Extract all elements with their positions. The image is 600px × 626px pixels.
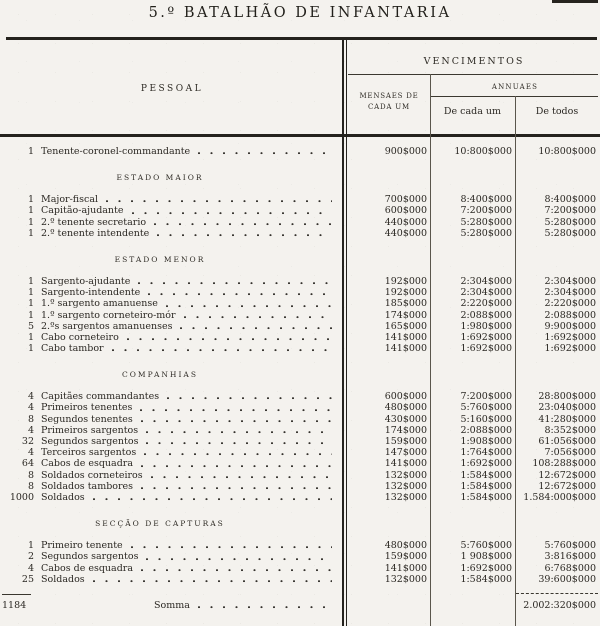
row-annual-all: 2:220$000	[544, 298, 596, 310]
row-monthly: 174$000	[384, 309, 427, 321]
row-count: 5	[27, 320, 34, 332]
row-monthly: 430$000	[384, 413, 427, 425]
row-monthly: 600$000	[384, 391, 427, 403]
section-header-label: COMPANHIAS	[122, 370, 198, 380]
row-left	[0, 563, 338, 574]
row-label: Soldados corneteiros	[41, 469, 143, 481]
row-label: 1.º sargento corneteiro-mór	[41, 309, 176, 321]
row-label: Cabos de esquadra	[41, 562, 133, 574]
row-annual-all: 1.584:000$000	[523, 491, 596, 503]
table-row	[0, 563, 600, 574]
row-label: Terceiros sargentos	[41, 447, 137, 459]
row-annual-all: 5:760$000	[544, 540, 596, 552]
row-monthly: 480$000	[384, 540, 427, 552]
row-annual-all: 39:600$000	[538, 573, 596, 585]
row-monthly: 132$000	[384, 480, 427, 492]
dot-leader	[141, 420, 332, 423]
page-title: 5.º BATALHÃO DE INFANTARIA	[148, 5, 452, 21]
row-annual-all: 12:672$000	[538, 469, 596, 481]
row-monthly: 192$000	[384, 275, 427, 287]
section-header	[0, 173, 320, 182]
row-monthly: 132$000	[384, 469, 427, 481]
annuaes-underline	[430, 96, 598, 97]
table-row	[0, 425, 600, 436]
row-count: 8	[27, 413, 34, 425]
dot-leader	[131, 546, 332, 549]
table-row	[0, 436, 600, 447]
dot-leader	[167, 397, 332, 400]
row-annual-each: 8:400$000	[460, 194, 512, 206]
row-annual-all: 2:304$000	[544, 287, 596, 299]
vencimentos-underline	[348, 74, 598, 75]
table-row	[0, 414, 600, 425]
row-count: 1	[27, 227, 34, 239]
scan-artifact-mark	[552, 0, 598, 3]
row-label: Segundos sargentos	[41, 436, 139, 447]
row-left	[0, 458, 338, 469]
row-count: 1	[27, 205, 34, 217]
row-annual-each: 7:200$000	[460, 391, 512, 403]
row-label: Soldados tambores	[41, 480, 134, 492]
row-monthly: 700$000	[384, 194, 427, 206]
row-count: 64	[21, 458, 34, 470]
row-label: Soldados	[41, 491, 85, 503]
row-annual-all: 12:672$000	[538, 480, 596, 492]
table-row	[0, 321, 600, 332]
section-header-label: ESTADO MENOR	[114, 254, 206, 264]
dot-leader	[146, 431, 332, 434]
column-header-de-cada-um: De cada um	[443, 106, 502, 117]
column-header-mensaes: MENSAES DE CADA UM	[359, 92, 419, 111]
row-annual-all: 41:280$000	[538, 413, 596, 425]
dot-leader	[106, 200, 332, 203]
row-label: Segundos sargentos	[41, 551, 139, 563]
table-body	[0, 138, 600, 616]
dot-leader	[184, 316, 332, 319]
row-annual-all: 8:400$000	[544, 194, 596, 206]
total-annual-all: 2.002:320$000	[523, 599, 596, 611]
row-annual-all: 61:056$000	[538, 436, 596, 447]
table-row	[0, 343, 600, 354]
total-label: Somma	[154, 599, 190, 611]
row-left	[0, 343, 338, 354]
table-row	[0, 287, 600, 298]
row-count: 8	[27, 480, 34, 492]
row-left	[0, 481, 338, 492]
column-header-pessoal: PESSOAL	[140, 84, 204, 94]
sum-rule-right	[516, 593, 598, 594]
row-left	[0, 436, 338, 447]
row-left	[0, 492, 338, 503]
dot-leader	[112, 349, 332, 352]
table-row	[0, 574, 600, 585]
table-row	[0, 332, 600, 343]
section-header-label: ESTADO MAIOR	[116, 173, 204, 183]
dot-leader	[198, 606, 332, 609]
section-header	[0, 519, 320, 528]
table-row	[0, 146, 600, 157]
row-annual-each: 7:200$000	[460, 205, 512, 217]
row-count: 4	[27, 424, 34, 436]
row-monthly: 192$000	[384, 287, 427, 299]
dot-leader	[138, 282, 332, 285]
row-label: Primeiros sargentos	[41, 424, 139, 436]
section-header	[0, 370, 320, 379]
row-annual-each: 5:160$000	[460, 413, 512, 425]
row-annual-each: 1:980$000	[460, 320, 512, 332]
row-annual-each: 1:584$000	[460, 491, 512, 503]
row-label: Primeiro tenente	[41, 540, 123, 552]
row-annual-each: 2:304$000	[460, 275, 512, 287]
dot-leader	[132, 212, 333, 215]
row-annual-all: 6:768$000	[544, 562, 596, 574]
row-left	[0, 447, 338, 458]
row-count: 1	[27, 540, 34, 552]
row-monthly: 141$000	[384, 343, 427, 355]
row-left	[0, 332, 338, 343]
dot-leader	[141, 465, 332, 468]
row-left	[0, 551, 338, 562]
row-monthly: 141$000	[384, 458, 427, 470]
table-row	[0, 276, 600, 287]
row-annual-each: 5:760$000	[460, 402, 512, 414]
dot-leader	[151, 476, 332, 479]
row-annual-each: 2:088$000	[460, 424, 512, 436]
row-annual-each: 1 908$000	[460, 551, 512, 563]
row-monthly: 147$000	[384, 447, 427, 459]
dot-leader	[157, 234, 332, 237]
dot-leader	[146, 558, 332, 561]
row-monthly: 174$000	[384, 424, 427, 436]
table-row	[0, 458, 600, 469]
table-rows	[0, 138, 600, 585]
row-monthly: 600$000	[384, 205, 427, 217]
row-left	[0, 391, 338, 402]
row-left	[0, 425, 338, 436]
table-row	[0, 481, 600, 492]
row-left	[0, 574, 338, 585]
dot-leader	[127, 338, 332, 341]
row-annual-each: 2:304$000	[460, 287, 512, 299]
table-row	[0, 402, 600, 413]
row-left	[0, 287, 338, 298]
table-row	[0, 194, 600, 205]
row-left	[0, 217, 338, 228]
row-left	[0, 146, 338, 157]
dot-leader	[141, 487, 332, 490]
table-row	[0, 298, 600, 309]
table-row	[0, 205, 600, 216]
row-left	[0, 470, 338, 481]
table-row	[0, 391, 600, 402]
row-annual-all: 3:816$000	[544, 551, 596, 563]
row-annual-all: 2:088$000	[544, 309, 596, 321]
table-row	[0, 217, 600, 228]
row-label: Segundos tenentes	[41, 413, 133, 425]
row-left	[0, 298, 338, 309]
row-annual-all: 9:900$000	[544, 320, 596, 332]
row-count: 8	[27, 469, 34, 481]
row-label: Sargento-ajudante	[41, 275, 131, 287]
header-bottom-rule	[0, 134, 600, 137]
row-left	[0, 321, 338, 332]
row-annual-each: 2:220$000	[460, 298, 512, 310]
total-count: 1184	[2, 599, 27, 611]
row-left	[0, 205, 338, 216]
row-monthly: 165$000	[384, 320, 427, 332]
total-row	[0, 593, 600, 616]
row-annual-each: 1:692$000	[460, 331, 512, 343]
row-annual-each: 1:584$000	[460, 469, 512, 481]
dot-leader	[146, 442, 332, 445]
row-annual-all: 1:692$000	[544, 331, 596, 343]
row-label: Soldados	[41, 573, 85, 585]
row-left	[0, 414, 338, 425]
row-label: Primeiros tenentes	[41, 402, 133, 414]
row-annual-each: 1:908$000	[460, 436, 512, 447]
row-count: 1000	[9, 491, 34, 503]
row-monthly: 159$000	[384, 551, 427, 563]
row-label: Capitão-ajudante	[41, 205, 124, 217]
row-annual-each: 5:280$000	[460, 227, 512, 239]
row-label: 2.º tenente intendente	[41, 227, 150, 239]
row-monthly: 159$000	[384, 436, 427, 447]
row-count: 1	[27, 309, 34, 321]
row-monthly: 440$000	[384, 227, 427, 239]
row-annual-each: 1:584$000	[460, 480, 512, 492]
row-count: 1	[27, 343, 34, 355]
table-row	[0, 540, 600, 551]
row-count: 1	[27, 216, 34, 228]
row-count: 32	[21, 436, 34, 447]
row-annual-all: 7:056$000	[544, 447, 596, 459]
row-count: 4	[27, 562, 34, 574]
row-count: 25	[21, 573, 34, 585]
table-row	[0, 551, 600, 562]
column-header-vencimentos: VENCIMENTOS	[423, 56, 525, 67]
row-annual-each: 1:692$000	[460, 343, 512, 355]
row-left	[0, 540, 338, 551]
row-count: 4	[27, 447, 34, 459]
row-annual-each: 1:692$000	[460, 458, 512, 470]
row-annual-each: 1:692$000	[460, 562, 512, 574]
table-row	[0, 310, 600, 321]
dot-leader	[141, 569, 332, 572]
row-annual-each: 1:764$000	[460, 447, 512, 459]
dot-leader	[166, 305, 332, 308]
row-annual-each: 5:280$000	[460, 216, 512, 228]
row-annual-each: 2:088$000	[460, 309, 512, 321]
row-annual-all: 8:352$000	[544, 424, 596, 436]
row-count: 2	[27, 551, 34, 563]
table-row	[0, 492, 600, 503]
row-count: 1	[27, 194, 34, 206]
row-label: Tenente-coronel-commandante	[41, 146, 191, 157]
row-annual-each: 5:760$000	[460, 540, 512, 552]
row-count: 1	[27, 287, 34, 299]
table-row	[0, 447, 600, 458]
row-label: Cabo tambor	[41, 343, 104, 355]
row-label: Capitães commandantes	[41, 391, 160, 403]
row-count: 4	[27, 391, 34, 403]
row-label: Major-fiscal	[41, 194, 99, 206]
row-monthly: 440$000	[384, 216, 427, 228]
row-annual-each: 10:800$000	[454, 146, 512, 157]
row-annual-all: 5:280$000	[544, 216, 596, 228]
row-annual-all: 7:200$000	[544, 205, 596, 217]
row-annual-all: 10:800$000	[538, 146, 596, 157]
row-annual-all: 1:692$000	[544, 343, 596, 355]
section-header	[0, 255, 320, 264]
row-monthly: 132$000	[384, 491, 427, 503]
dot-leader	[140, 409, 332, 412]
row-monthly: 141$000	[384, 562, 427, 574]
table-row	[0, 470, 600, 481]
row-count: 1	[27, 275, 34, 287]
column-header-de-todos: De todos	[535, 106, 579, 117]
row-label: 2.º tenente secretario	[41, 216, 147, 228]
dot-leader	[148, 293, 332, 296]
row-left	[0, 194, 338, 205]
row-count: 1	[27, 331, 34, 343]
row-left	[0, 276, 338, 287]
row-label: 1.º sargento amanuense	[41, 298, 158, 310]
sum-rule-left	[2, 594, 31, 595]
row-count: 4	[27, 402, 34, 414]
dot-leader	[93, 498, 332, 501]
row-monthly: 185$000	[384, 298, 427, 310]
row-label: Cabo corneteiro	[41, 331, 119, 343]
dot-leader	[154, 223, 332, 226]
dot-leader	[180, 327, 332, 330]
dot-leader	[198, 152, 332, 155]
row-count: 1	[27, 146, 34, 157]
row-count: 1	[27, 298, 34, 310]
row-label: 2.ºs sargentos amanuenses	[41, 320, 173, 332]
row-annual-all: 108:288$000	[532, 458, 596, 470]
section-header-label: SECÇÃO DE CAPTURAS	[95, 519, 225, 529]
dot-leader	[93, 580, 332, 583]
row-annual-all: 23:040$000	[538, 402, 596, 414]
table-row	[0, 228, 600, 239]
dot-leader	[144, 453, 332, 456]
total-left	[0, 600, 338, 611]
row-monthly: 141$000	[384, 331, 427, 343]
row-label: Cabos de esquadra	[41, 458, 133, 470]
row-left	[0, 310, 338, 321]
row-left	[0, 402, 338, 413]
row-annual-all: 5:280$000	[544, 227, 596, 239]
row-annual-each: 1:584$000	[460, 573, 512, 585]
row-annual-all: 28:800$000	[538, 391, 596, 403]
row-monthly: 480$000	[384, 402, 427, 414]
row-monthly: 900$000	[384, 146, 427, 157]
column-header-annuaes: ANNUAES	[491, 83, 539, 91]
row-monthly: 132$000	[384, 573, 427, 585]
row-label: Sargento-intendente	[41, 287, 141, 299]
row-left	[0, 228, 338, 239]
row-annual-all: 2:304$000	[544, 275, 596, 287]
table-top-rule	[6, 37, 597, 40]
